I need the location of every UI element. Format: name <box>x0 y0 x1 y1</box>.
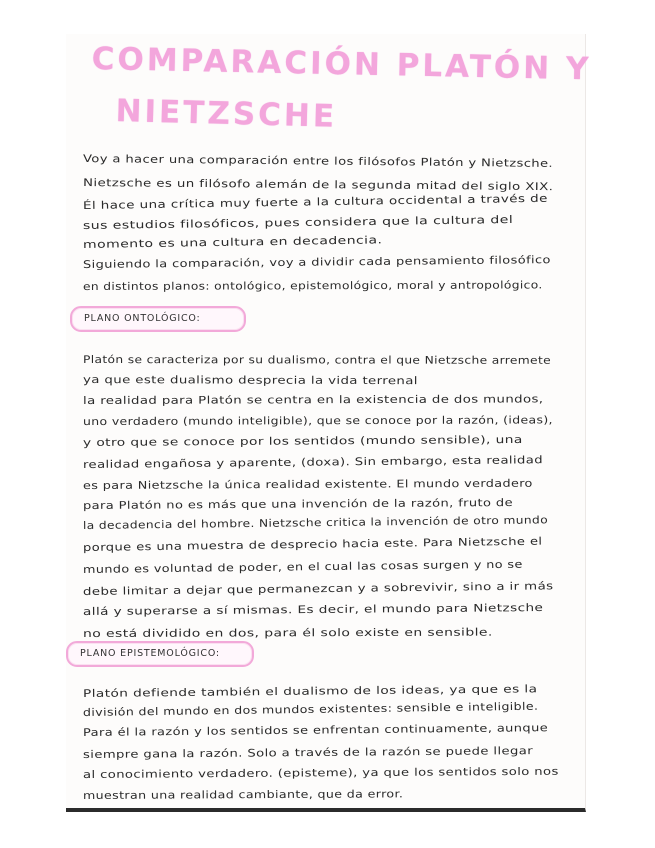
text-line: debe limitar a dejar que permanezcan y a sobrevivir, sino a ir más <box>82 580 554 598</box>
text-line: es para Nietzsche la única realidad existente. El mundo verdadero <box>82 477 533 492</box>
text-line: Él hace una crítica muy fuerte a la cultura occidental a través de <box>82 192 548 212</box>
text-line: al conocimiento verdadero. (episteme), ya que los sentidos solo nos <box>82 765 559 781</box>
text-line: porque es una muestra de desprecio hacia este. Para Nietzsche el <box>82 535 543 554</box>
text-line: uno verdadero (mundo inteligible), que se conoce por la razón, (ideas), <box>82 414 553 428</box>
text-line: Nietzsche es un filósofo alemán de la segunda mitad del siglo XIX. <box>82 177 554 194</box>
text-line: momento es una cultura en decadencia. <box>82 234 383 251</box>
text-line: la decadencia del hombre. Nietzsche critica la invención de otro mundo <box>82 514 549 532</box>
text-line: no está dividido en dos, para él solo existe en sensible. <box>82 626 493 640</box>
text-line: Platón se caracteriza por su dualismo, contra el que Nietzsche arremete <box>82 354 552 367</box>
section-heading-ontological: PLANO ONTOLÓGICO: <box>70 306 246 332</box>
text-line: para Platón no es más que una invención de la razón, fruto de <box>82 496 514 512</box>
text-line: Platón defiende también el dualismo de los ideas, ya que es la <box>82 683 538 700</box>
text-line: allá y superarse a sí mismas. Es decir, el mundo para Nietzsche <box>82 601 544 618</box>
text-line: división del mundo en dos mundos existentes: sensible e inteligible. <box>82 700 539 719</box>
text-line: siempre gana la razón. Solo a través de la razón se puede llegar <box>82 745 534 761</box>
text-line: y otro que se conoce por los sentidos (mundo sensible), una <box>82 433 523 449</box>
page-title-line-1: COMPARACIÓN PLATÓN Y <box>91 41 592 88</box>
text-line: ya que este dualismo desprecia la vida terrenal <box>82 374 418 388</box>
text-line: realidad engañosa y aparente, (doxa). Sin embargo, esta realidad <box>82 454 544 471</box>
text-line: Siguiendo la comparación, voy a dividir cada pensamiento filosófico <box>82 254 551 271</box>
page-title-line-2: NIETZSCHE <box>115 93 338 135</box>
text-line: en distintos planos: ontológico, epistemológico, moral y antropológico. <box>82 279 543 293</box>
text-line: Voy a hacer una comparación entre los filósofos Platón y Nietzsche. <box>82 153 554 170</box>
text-line: la realidad para Platón se centra en la existencia de dos mundos, <box>82 393 544 407</box>
text-line: Para él la razón y los sentidos se enfrentan continuamente, aunque <box>82 722 549 739</box>
text-line: sus estudios filosóficos, pues considera que la cultura del <box>82 213 514 232</box>
section-heading-epistemological: PLANO EPISTEMOLÓGICO: <box>66 641 254 667</box>
text-line: mundo es voluntad de poder, en el cual las cosas surgen y no se <box>82 558 523 576</box>
text-line: muestran una realidad cambiante, que da error. <box>82 788 404 802</box>
